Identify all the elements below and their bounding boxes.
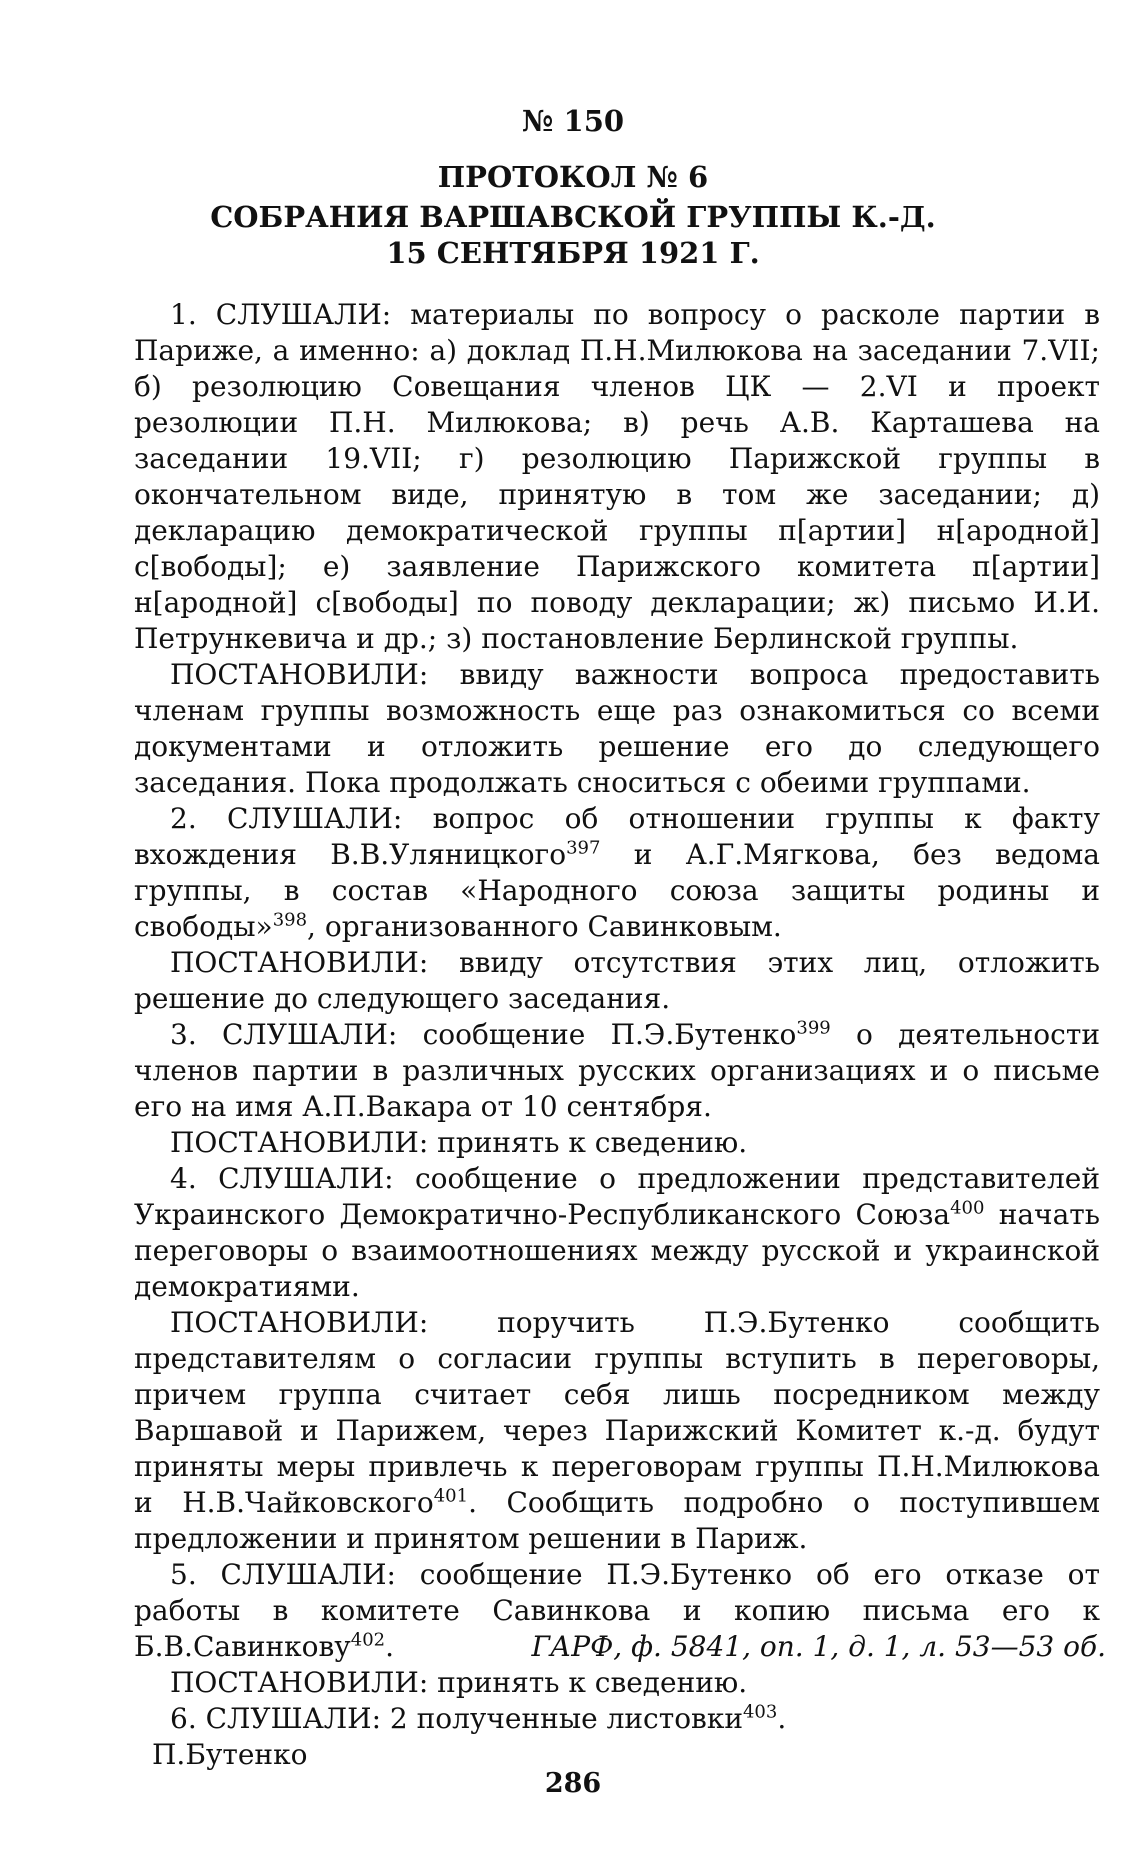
item-3-heard-text: 3. СЛУШАЛИ: сообщение П.Э.Бутенко	[170, 1018, 797, 1051]
item-4-decided-text-end: . Сообщить подробно о поступившем предложении и принятом решении в Париж.	[134, 1486, 1100, 1555]
item-4-heard-text-end: начать переговоры о взаимоотношениях между русской и украинской демократиями.	[134, 1198, 1100, 1303]
page-number: 286	[544, 1768, 602, 1799]
footnote-ref-397: 397	[566, 837, 601, 859]
item-4-heard-text: 4. СЛУШАЛИ: сообщение о предложении представителей Украинского Демократично-Республиканского Союза	[134, 1162, 1100, 1231]
document-subtitle: СОБРАНИЯ ВАРШАВСКОЙ ГРУППЫ К.-Д.	[210, 200, 936, 234]
item-2-heard-text-cont: и А.Г.Мягкова, без ведома группы, в состав «Народного союза защиты родины и свободы»	[134, 838, 1100, 943]
item-6-heard	[134, 1701, 1100, 1737]
item-3-heard-text-end: о деятельности членов партии в различных русских организациях и о письме его на имя А.П.Вакара от 10 сентября.	[134, 1018, 1100, 1123]
footnote-ref-399: 399	[796, 1017, 831, 1039]
item-2-heard	[134, 801, 1100, 945]
archive-reference: ГАРФ, ф. 5841, оп. 1, д. 1, л. 53—53 об.	[531, 1630, 1106, 1663]
item-1-decided: ПОСТАНОВИЛИ: ввиду важности вопроса предоставить членам группы возможность еще раз ознакомиться со всеми документами и отложить решение его до следующего заседания. Пока продолжать сноситься с обеими группами.	[134, 658, 1100, 799]
item-6-heard-text-end: .	[777, 1702, 787, 1735]
item-5-heard-text: 5. СЛУШАЛИ: сообщение П.Э.Бутенко об его отказе от работы в комитете Савинкова и копию письма его к Б.В.Савинкову	[134, 1558, 1100, 1663]
item-4-decided-text: ПОСТАНОВИЛИ: поручить П.Э.Бутенко сообщить представителям о согласии группы вступить в переговоры, причем группа считает себя лишь посредником между Варшавой и Парижем, через Парижский Комитет к.-д. будут приняты меры привлечь к переговорам группы П.Н.Милюкова и Н.В.Чайковского	[134, 1306, 1100, 1519]
item-4-decided	[134, 1305, 1100, 1557]
item-2-heard-text-end: , организованного Савинковым.	[307, 910, 782, 943]
footnote-ref-401: 401	[433, 1485, 469, 1507]
footnote-ref-403: 403	[742, 1701, 778, 1723]
footnote-ref-398: 398	[272, 909, 308, 931]
protocol-body	[134, 297, 1100, 1773]
item-3-decided: ПОСТАНОВИЛИ: принять к сведению.	[170, 1126, 748, 1159]
footnote-ref-402: 402	[350, 1629, 386, 1651]
item-6-heard-text: 6. СЛУШАЛИ: 2 полученные листовки	[170, 1702, 743, 1735]
item-1-heard: 1. СЛУШАЛИ: материалы по вопросу о расколе партии в Париже, а именно: а) доклад П.Н.Милюкова на заседании 7.VII; б) резолюцию Совещания членов ЦК — 2.VI и проект резолюции П.Н. Милюкова; в) речь А.В. Карташева на заседании 19.VII; г) резолюцию Парижской группы в окончательном виде, принятую в том же заседании; д) декларацию демократической группы п[артии] н[ародной] с[вободы]; е) заявление Парижского комитета п[артии] н[ародной] с[вободы] по поводу декларации; ж) письмо И.И. Петрункевича и др.; з) постановление Берлинской группы.	[134, 298, 1100, 655]
document-title: ПРОТОКОЛ № 6	[437, 160, 709, 194]
item-4-heard	[134, 1161, 1100, 1305]
item-5-heard-text-end: .	[385, 1630, 395, 1663]
signature: П.Бутенко	[152, 1738, 308, 1771]
document-number: № 150	[521, 104, 625, 138]
item-3-heard	[134, 1017, 1100, 1125]
item-2-decided: ПОСТАНОВИЛИ: ввиду отсутствия этих лиц, отложить решение до следующего заседания.	[134, 946, 1100, 1015]
item-2-heard-text: 2. СЛУШАЛИ: вопрос об отношении группы к факту вхождения В.В.Уляницкого	[134, 802, 1100, 871]
document-date: 15 СЕНТЯБРЯ 1921 Г.	[386, 236, 760, 270]
footnote-ref-400: 400	[950, 1197, 985, 1219]
item-5-decided: ПОСТАНОВИЛИ: принять к сведению.	[170, 1666, 748, 1699]
